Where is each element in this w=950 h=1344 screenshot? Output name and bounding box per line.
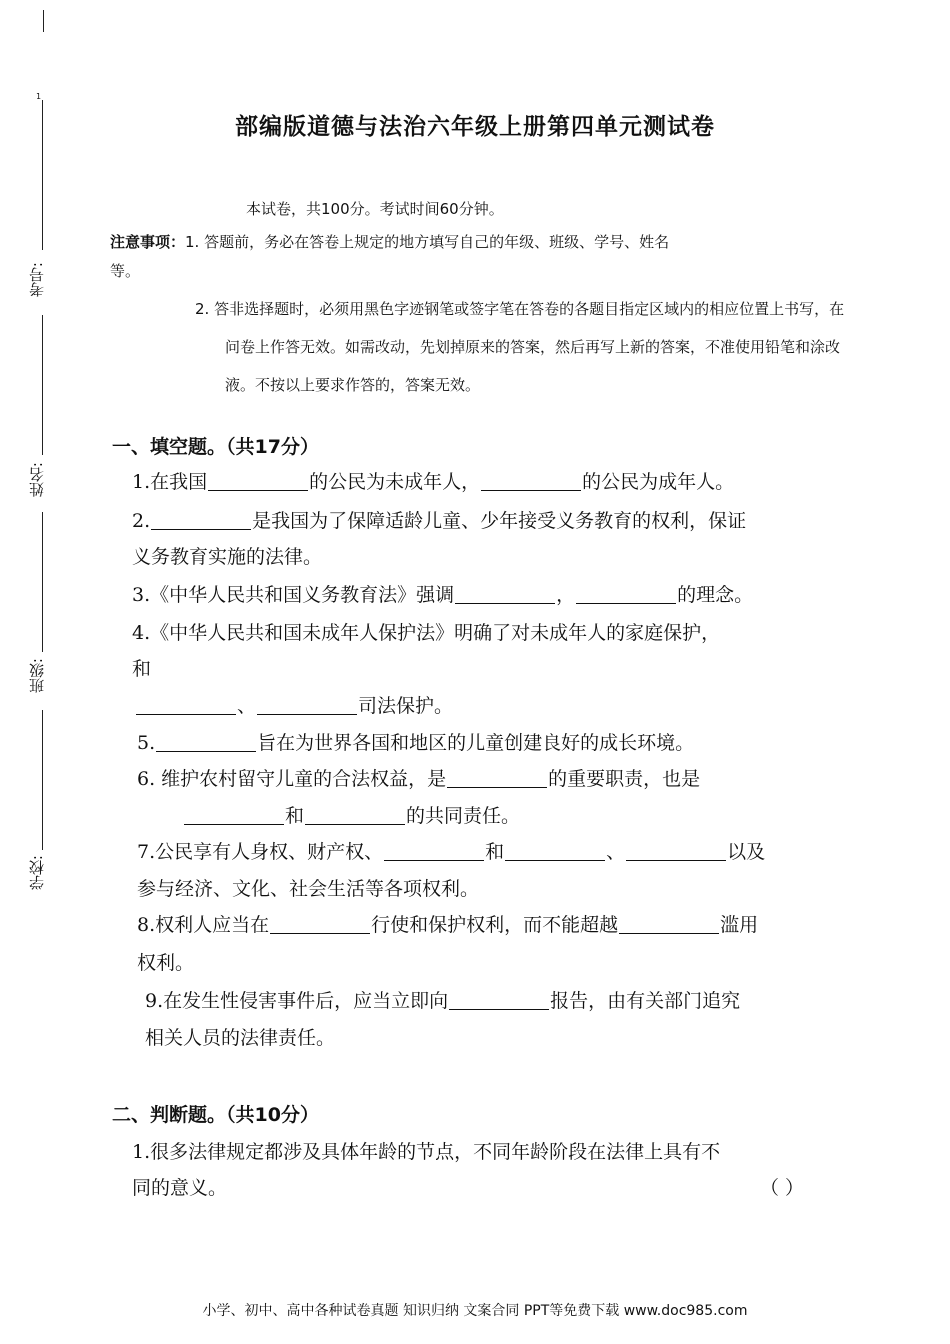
binding-line	[42, 512, 43, 652]
binding-line	[42, 710, 43, 850]
section-2-heading: 二、判断题。（共10分）	[112, 1104, 319, 1126]
answer-blank[interactable]	[184, 804, 284, 825]
note-1-text: 1. 答题前，务必在答卷上规定的地方填写自己的年级、班级、学号、姓名	[185, 233, 670, 251]
question-1-6: 6. 维护农村留守儿童的合法权益，是 的重要职责，也是	[137, 768, 701, 790]
question-1-6-cont: 和 的共同责任。	[183, 798, 520, 835]
answer-blank[interactable]	[208, 470, 308, 491]
note-2: 2. 答非选择题时，必须用黑色字迹钢笔或签字笔在答卷的各题目指定区域内的相应位置上书写，在问卷上作答无效。如需改动，先划掉原来的答案，然后再写上新的答案，不准使用铅笔和涂改液。不按以上要求作答的，答案无效。	[195, 300, 845, 394]
question-1-5: 5. 旨在为世界各国和地区的儿童创建良好的成长环境。	[137, 732, 695, 754]
page-footer: 小学、初中、高中各种试卷真题 知识归纳 文案合同 PPT等免费下载 www.doc985.com	[202, 1303, 748, 1319]
question-1-4-cont2: 、 司法保护。	[135, 688, 453, 725]
answer-blank[interactable]	[270, 913, 370, 934]
note-1-cont: 等。	[110, 262, 141, 280]
question-1-4: 4.《中华人民共和国未成年人保护法》明确了对未成年人的家庭保护，	[132, 622, 721, 644]
question-1-2: 2. 是我国为了保障适龄儿童、少年接受义务教育的权利，保证	[132, 510, 747, 532]
answer-blank[interactable]	[257, 694, 357, 715]
question-1-2-cont: 义务教育实施的法律。	[132, 546, 323, 568]
notes-label: 注意事项：	[110, 233, 186, 251]
binding-mark: 1	[36, 92, 42, 101]
exam-no-label: 考号:	[28, 262, 46, 298]
binding-tick	[43, 10, 44, 32]
binding-margin	[0, 0, 80, 1344]
binding-line	[42, 315, 43, 455]
answer-blank[interactable]	[447, 767, 547, 788]
school-label: 学校:	[28, 855, 46, 891]
page-title: 部编版道德与法治六年级上册第四单元测试卷	[235, 113, 715, 140]
section-1-heading: 一、填空题。（共17分）	[112, 436, 319, 458]
class-label: 班级:	[28, 658, 46, 694]
answer-blank[interactable]	[505, 840, 605, 861]
exam-notes	[110, 228, 845, 404]
answer-blank[interactable]	[619, 913, 719, 934]
answer-blank[interactable]	[384, 840, 484, 861]
answer-blank[interactable]	[136, 694, 236, 715]
answer-blank[interactable]	[151, 509, 251, 530]
answer-blank[interactable]	[576, 583, 676, 604]
answer-blank[interactable]	[156, 731, 256, 752]
question-1-3: 3.《中华人民共和国义务教育法》强调 ， 的理念。	[132, 584, 754, 606]
question-1-7-cont: 参与经济、文化、社会生活等各项权利。	[137, 878, 480, 900]
question-1-4-cont: 和	[132, 658, 152, 680]
answer-parens[interactable]: （ ）	[760, 1177, 805, 1199]
question-2-1-cont: 同的意义。	[132, 1177, 228, 1199]
question-1-7: 7.公民享有人身权、财产权、 和 、 以及	[137, 841, 766, 863]
exam-intro: 本试卷，共100分。考试时间60分钟。	[246, 200, 504, 218]
answer-blank[interactable]	[626, 840, 726, 861]
question-2-1: 1.很多法律规定都涉及具体年龄的节点，不同年龄阶段在法律上具有不	[132, 1141, 721, 1163]
answer-blank[interactable]	[305, 804, 405, 825]
name-label: 姓名:	[28, 462, 46, 498]
question-1-9-cont: 相关人员的法律责任。	[145, 1027, 336, 1049]
question-1-8-cont: 权利。	[137, 952, 195, 974]
question-1-9: 9.在发生性侵害事件后，应当立即向 报告，由有关部门追究	[145, 990, 741, 1012]
answer-blank[interactable]	[449, 989, 549, 1010]
question-1-8: 8.权利人应当在 行使和保护权利，而不能超越 滥用	[137, 914, 759, 936]
answer-blank[interactable]	[455, 583, 555, 604]
question-1-1: 1.在我国 的公民为未成年人， 的公民为成年人。	[132, 471, 735, 493]
answer-blank[interactable]	[481, 470, 581, 491]
note-1	[110, 228, 845, 257]
